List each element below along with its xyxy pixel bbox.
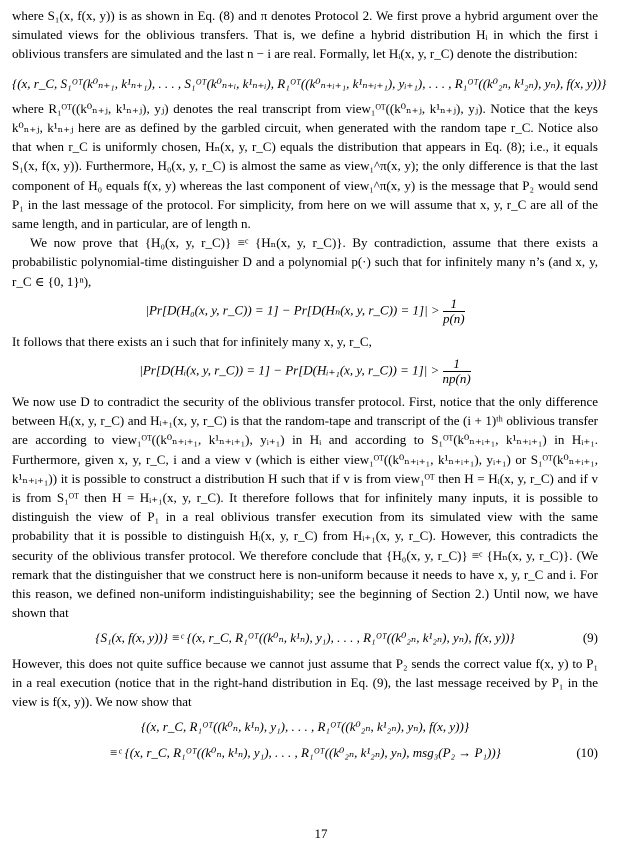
equation-9-body: {S₁(x, f(x, y))} ≡ᶜ {(x, r_C, R₁ᴼᵀ((k⁰ₙ, k¹ₙ), y₁), . . . , R₁ᴼᵀ((k⁰₂ₙ, k¹₂ₙ), yₙ), f(x, y))}	[95, 630, 515, 646]
equation-10-line-2: ≡ᶜ {(x, r_C, R₁ᴼᵀ((k⁰ₙ, k¹ₙ), y₁), . . . , R₁ᴼᵀ((k⁰₂ₙ, k¹₂ₙ), yₙ), msg₃(P₂ → P₁))}	[109, 744, 501, 760]
equation-distinguisher-gap	[12, 297, 598, 326]
equation-9	[12, 628, 598, 647]
equation-10	[12, 743, 598, 762]
equation-10-number: (10)	[576, 744, 598, 760]
equation-9-number: (9)	[582, 630, 598, 646]
equation-10-line-1: {(x, r_C, R₁ᴼᵀ((k⁰ₙ, k¹ₙ), y₁), . . . , R₁ᴼᵀ((k⁰₂ₙ, k¹₂ₙ), yₙ), f(x, y))}	[140, 719, 470, 735]
paragraph-4: It follows that there exists an i such that for infinitely many x, y, r_C,	[12, 333, 372, 349]
paragraph-6: However, this does not quite suffice because we cannot just assume that P₂ sends the correct value f(x, y) to P₁ in a real execution (notice that in the right-hand distribution in Eq. (9), the last message received by P₁ in the view is f(x, y)). We now show that	[12, 655, 598, 710]
equation-lhs: |Pr[D(Hᵢ(x, y, r_C)) = 1] − Pr[D(Hᵢ₊₁(x, y, r_C)) = 1]| >	[139, 362, 440, 378]
paragraph-2: where R₁ᴼᵀ((k⁰ₙ₊ⱼ, k¹ₙ₊ⱼ), yⱼ) denotes the real transcript from view₁ᴼᵀ((k⁰ₙ₊ⱼ, k¹ₙ₊ⱼ), yⱼ). Notice that the keys k⁰ₙ₊ⱼ, k¹ₙ₊ⱼ here are as defined by the garbled circuit, when generated with the random tape r_C. Notice also that when r_C is uniformly chosen, Hₙ(x, y, r_C) equals the distribution that appears in Eq. (8); i.e., it equals S₁(x, f(x, y)). Furthermore, H₀(x, y, r_C) is almost the same as view₁^π(x, y); the only difference is that the last component of H₀ equals f(x, y) whereas the last component of view₁^π(x, y) is the message that P₂ would send P₁ in the last message of the protocol. For simplicity, from here on we will assume that x, y, r_C are all of the same length, and in particular, are of length n.	[12, 100, 598, 232]
fraction	[443, 357, 471, 386]
page-number: 17	[314, 826, 328, 841]
fraction	[443, 297, 465, 326]
fraction-numerator: 1	[443, 357, 471, 372]
paragraph-3: We now prove that {H₀(x, y, r_C)} ≡ᶜ {Hₙ(x, y, r_C)}. By contradiction, assume that there exists a probabilistic polynomial-time distinguisher D and a polynomial p(·) such that for infinitely many n’s (and x, y, r_C ∈ {0, 1}ⁿ),	[12, 235, 598, 289]
equation-hybrid-gap	[12, 357, 598, 386]
fraction-denominator: np(n)	[442, 371, 471, 387]
paragraph-5: We now use D to contradict the security of the oblivious transfer protocol. First, notice that the only difference between Hᵢ(x, y, r_C) and Hᵢ₊₁(x, y, r_C) is that the random-tape and transcript of the (i + 1)ᵗʰ oblivious transfer are according to view₁ᴼᵀ((k⁰ₙ₊ᵢ₊₁, k¹ₙ₊ᵢ₊₁), yᵢ₊₁) in Hᵢ and according to S₁ᴼᵀ(k⁰ₙ₊ᵢ₊₁, k¹ₙ₊ᵢ₊₁) in Hᵢ₊₁. Furthermore, given x, y, r_C, i and a view v (which is either view₁ᴼᵀ((k⁰ₙ₊ᵢ₊₁, k¹ₙ₊ᵢ₊₁), yᵢ₊₁) or S₁ᴼᵀ(k⁰ₙ₊ᵢ₊₁, k¹ₙ₊ᵢ₊₁)) it is possible to construct a distribution H such that if v is from view₁ᴼᵀ then H = Hᵢ(x, y, r_C) and if v is from S₁ᴼᵀ then H = Hᵢ₊₁(x, y, r_C). It therefore follows that for infinitely many inputs, it is possible to distinguish the view of P₁ in a real oblivious transfer execution from its simulated view with the same probability that it is possible to distinguish Hᵢ(x, y, r_C) from Hᵢ₊₁(x, y, r_C). However, this contradicts the security of the oblivious transfer protocol. We therefore conclude that {H₀(x, y, r_C)} ≡ᶜ {Hₙ(x, y, r_C)}. (We remark that the distinguisher that we construct here is non-uniform because it needs to have x, y, r_C and i. For this reason, we defined non-uniform indistinguishability; see the beginning of Section 2.) Until now, we have shown that	[12, 394, 598, 621]
paragraph-1: where S₁(x, f(x, y)) is as shown in Eq. (8) and π denotes Protocol 2. We first prove a hybrid argument over the simulated views for the oblivious transfers. That is, we define a hybrid distribution Hᵢ in which the first i oblivious transfers are simulated and the last n − i are real. Formally, let Hᵢ(x, y, r_C) denote the distribution:	[12, 8, 598, 62]
equation-hybrid: {(x, r_C, S₁ᴼᵀ(k⁰ₙ₊₁, k¹ₙ₊₁), . . . , S₁ᴼᵀ(k⁰ₙ₊ᵢ, k¹ₙ₊ᵢ), R₁ᴼᵀ((k⁰ₙ₊ᵢ₊₁, k¹ₙ₊ᵢ₊₁), yᵢ₊₁), . . . , R₁ᴼᵀ((k⁰₂ₙ, k¹₂ₙ), yₙ), f(x, y))}	[12, 75, 607, 91]
fraction-numerator: 1	[443, 297, 465, 312]
paper-page	[12, 6, 607, 768]
fraction-denominator: p(n)	[442, 310, 465, 326]
equation-lhs: |Pr[D(H₀(x, y, r_C)) = 1] − Pr[D(Hₙ(x, y, r_C)) = 1]| >	[145, 302, 440, 318]
